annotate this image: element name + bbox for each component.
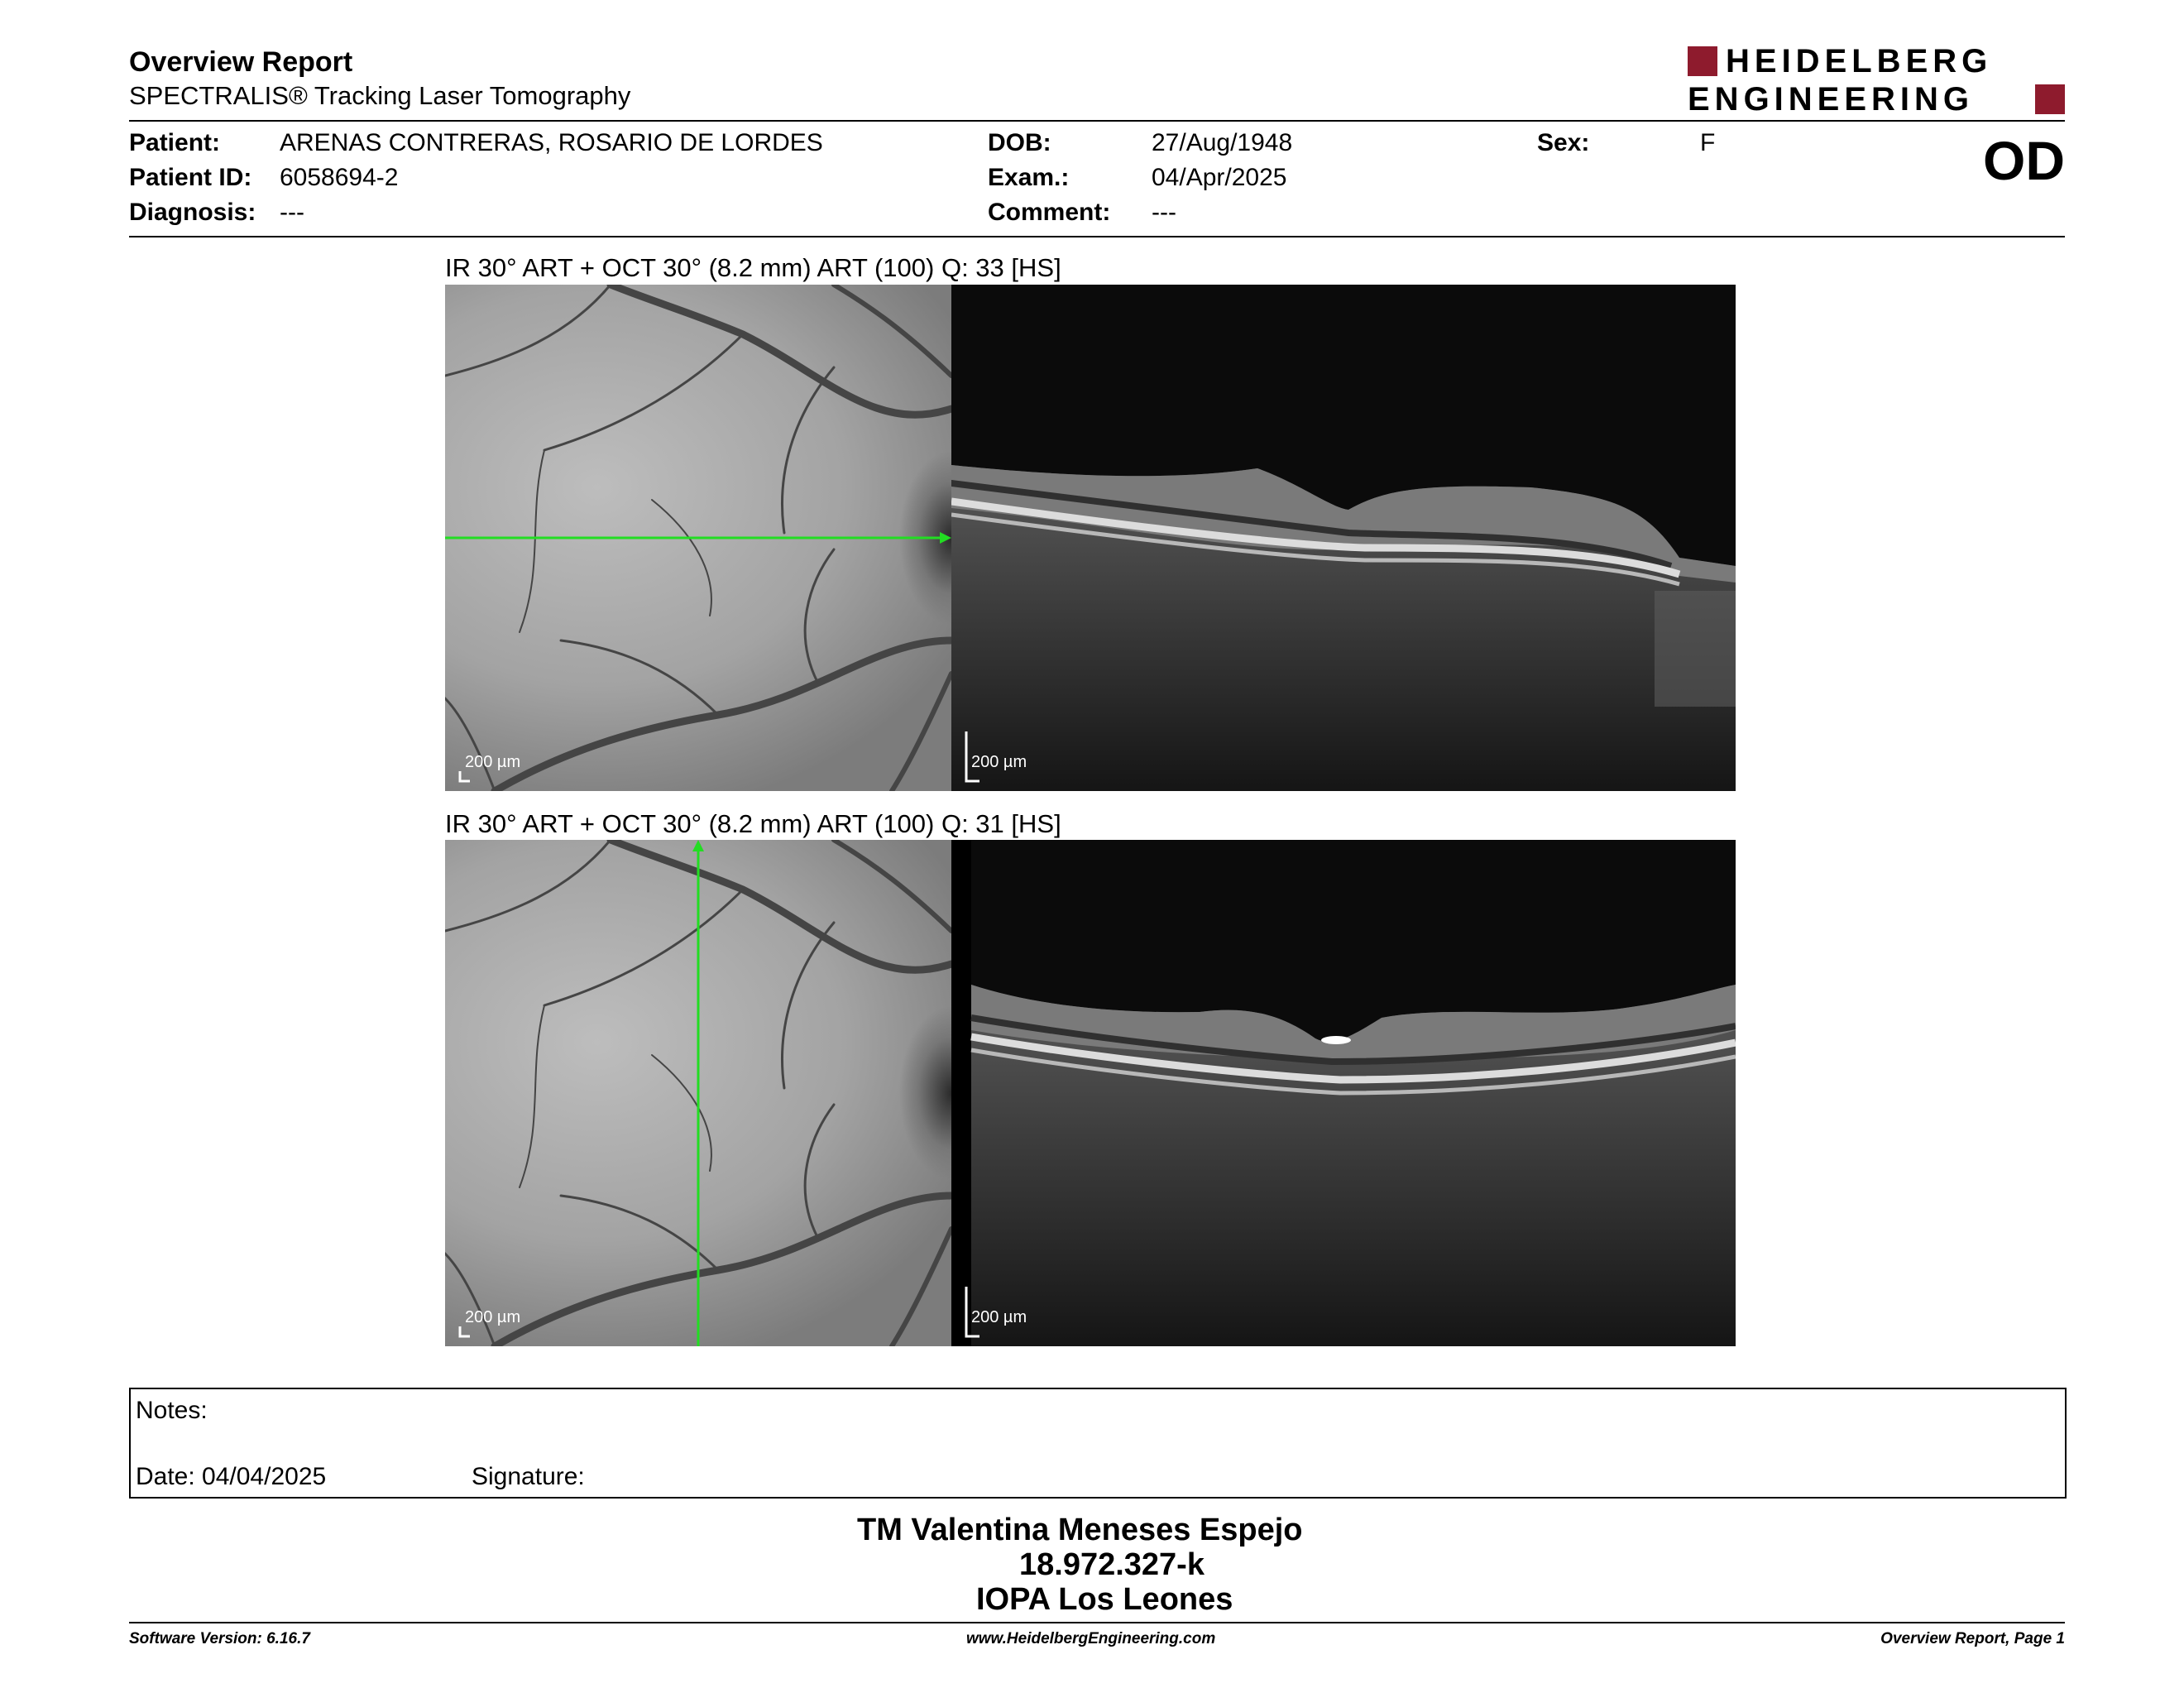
signature-label: Signature: xyxy=(472,1463,585,1490)
page-indicator: Overview Report, Page 1 xyxy=(1880,1630,2065,1647)
oct-layers-2 xyxy=(951,840,1736,1346)
signer-institution: IOPA Los Leones xyxy=(976,1582,1233,1617)
dob-value: 27/Aug/1948 xyxy=(1152,129,1293,156)
report-title: Overview Report xyxy=(129,46,353,78)
signer-id: 18.972.327-k xyxy=(1019,1547,1205,1582)
eye-indicator: OD xyxy=(1983,130,2065,191)
scan-title-2: IR 30° ART + OCT 30° (8.2 mm) ART (100) Q: 31 [HS] xyxy=(445,809,1061,838)
fundus-scale-label-1: 200 µm xyxy=(465,753,521,771)
patient-label: Patient: xyxy=(129,129,221,156)
dob-label: DOB: xyxy=(988,129,1051,156)
patient-id-value: 6058694-2 xyxy=(280,164,399,191)
oct-scale-label-2: 200 µm xyxy=(971,1308,1027,1326)
website-link[interactable]: www.HeidelbergEngineering.com xyxy=(966,1630,1216,1647)
fundus-vessels-2 xyxy=(445,840,951,1346)
notes-box xyxy=(129,1388,2067,1499)
patient-divider xyxy=(129,236,2065,237)
sex-label: Sex: xyxy=(1537,129,1590,156)
oct-bscan-1 xyxy=(951,285,1736,791)
fundus-scale-label-2: 200 µm xyxy=(465,1308,521,1326)
sex-value: F xyxy=(1700,129,1716,156)
logo-line2: ENGINEERING xyxy=(1688,81,1975,117)
diagnosis-label: Diagnosis: xyxy=(129,199,256,226)
exam-value: 04/Apr/2025 xyxy=(1152,164,1287,191)
signer-name: TM Valentina Meneses Espejo xyxy=(857,1513,1303,1547)
heidelberg-logo xyxy=(1688,43,2065,117)
comment-label: Comment: xyxy=(988,199,1111,226)
header-divider xyxy=(129,120,2065,122)
exam-label: Exam.: xyxy=(988,164,1070,191)
software-version: Software Version: 6.16.7 xyxy=(129,1630,310,1647)
scan-title-1: IR 30° ART + OCT 30° (8.2 mm) ART (100) Q: 33 [HS] xyxy=(445,253,1061,282)
patient-id-label: Patient ID: xyxy=(129,164,252,191)
fundus-vessels-1 xyxy=(445,285,951,791)
comment-value: --- xyxy=(1152,199,1176,226)
report-subtitle: SPECTRALIS® Tracking Laser Tomography xyxy=(129,81,631,110)
logo-square-bottom xyxy=(2035,84,2065,114)
logo-square-top xyxy=(1688,46,1717,76)
date-label: Date: 04/04/2025 xyxy=(136,1463,327,1490)
notes-label: Notes: xyxy=(136,1397,208,1424)
oct-bscan-2 xyxy=(951,840,1736,1346)
footer-divider xyxy=(129,1622,2065,1623)
logo-line1: HEIDELBERG xyxy=(1726,43,1993,79)
diagnosis-value: --- xyxy=(280,199,304,226)
oct-scale-label-1: 200 µm xyxy=(971,753,1027,771)
fundus-image-2 xyxy=(445,840,951,1346)
patient-value: ARENAS CONTRERAS, ROSARIO DE LORDES xyxy=(280,129,823,156)
fundus-image-1 xyxy=(445,285,951,791)
oct-layers-1 xyxy=(951,285,1736,791)
